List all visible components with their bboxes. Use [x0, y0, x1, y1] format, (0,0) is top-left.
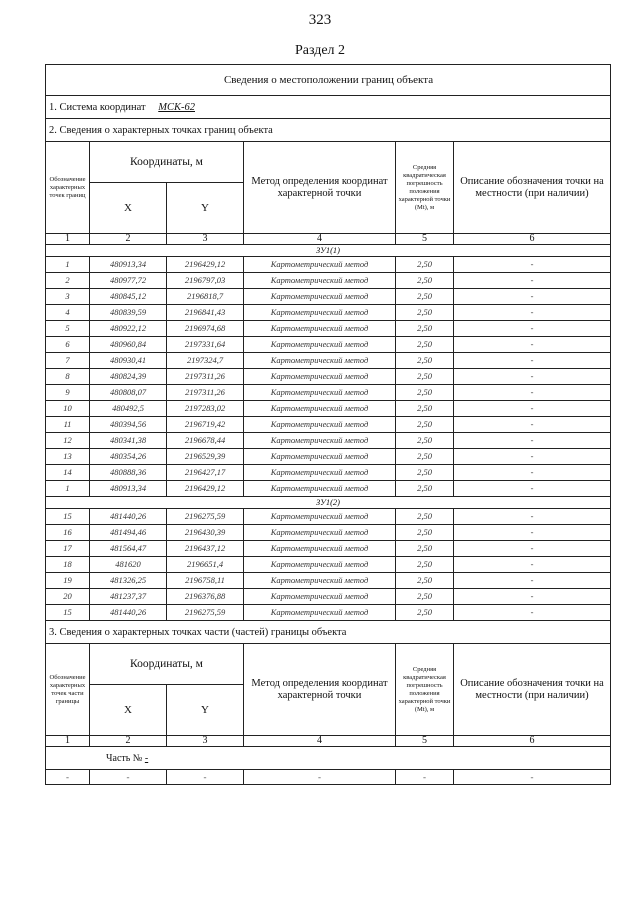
coord-x: 480913,34 [90, 481, 167, 497]
description: - [454, 289, 611, 305]
coord-x: 480930,41 [90, 353, 167, 369]
point-number: 13 [46, 449, 90, 465]
description: - [454, 257, 611, 273]
table-row [46, 257, 611, 273]
header-method: Метод определения координат характерной точки [244, 142, 396, 234]
msq: 2,50 [396, 433, 454, 449]
coord-x: 481620 [90, 557, 167, 573]
msq: 2,50 [396, 449, 454, 465]
coord-system-label: 1. Система координат [49, 101, 146, 113]
header-coords-2: Координаты, м [90, 644, 244, 685]
method: Картометрический метод [244, 465, 396, 481]
coord-x: 480354,26 [90, 449, 167, 465]
method: Картометрический метод [244, 433, 396, 449]
coord-x: 481564,47 [90, 541, 167, 557]
method: Картометрический метод [244, 449, 396, 465]
table-row [46, 465, 611, 481]
empty-cell: - [167, 770, 244, 785]
coord-x: 480394,56 [90, 417, 167, 433]
method: Картометрический метод [244, 369, 396, 385]
method: Картометрический метод [244, 321, 396, 337]
page-number: 323 [308, 12, 332, 28]
header-method-2: Метод определения координат характерной точки [244, 644, 396, 736]
coord-x: 480808,07 [90, 385, 167, 401]
zu-group-row [46, 497, 611, 509]
coord-y: 2196427,17 [167, 465, 244, 481]
header-coords: Координаты, м [90, 142, 244, 183]
table-row [46, 401, 611, 417]
point-number: 4 [46, 305, 90, 321]
point-number: 20 [46, 589, 90, 605]
point-number: 3 [46, 289, 90, 305]
coord-system-value: МСК-62 [158, 101, 195, 113]
col-num: 2 [90, 736, 167, 747]
point-number: 19 [46, 573, 90, 589]
coord-x: 480839,59 [90, 305, 167, 321]
msq: 2,50 [396, 541, 454, 557]
coord-x: 480845,12 [90, 289, 167, 305]
description: - [454, 605, 611, 621]
section-title: Раздел 2 [294, 43, 346, 58]
point-number: 10 [46, 401, 90, 417]
description: - [454, 589, 611, 605]
header-part-point-label: Обозначение характерных точек части границы [46, 644, 90, 736]
description: - [454, 369, 611, 385]
msq: 2,50 [396, 305, 454, 321]
coord-y: 2197311,26 [167, 385, 244, 401]
empty-cell: - [244, 770, 396, 785]
header-x-2: X [90, 685, 167, 736]
msq: 2,50 [396, 257, 454, 273]
table-row [46, 353, 611, 369]
empty-cell: - [454, 770, 611, 785]
header-desc: Описание обозначения точки на местности (при наличии) [454, 142, 611, 234]
coord-x: 480492,5 [90, 401, 167, 417]
description: - [454, 557, 611, 573]
point-number: 9 [46, 385, 90, 401]
coord-y: 2197311,26 [167, 369, 244, 385]
point-number: 14 [46, 465, 90, 481]
coord-x: 480960,84 [90, 337, 167, 353]
method: Картометрический метод [244, 289, 396, 305]
method: Картометрический метод [244, 385, 396, 401]
table-row [46, 589, 611, 605]
point-number: 6 [46, 337, 90, 353]
coord-x: 480922,12 [90, 321, 167, 337]
table-row [46, 289, 611, 305]
description: - [454, 449, 611, 465]
coord-y: 2196651,4 [167, 557, 244, 573]
part-label: Часть № [106, 752, 143, 764]
coord-y: 2196719,42 [167, 417, 244, 433]
coord-y: 2196818,7 [167, 289, 244, 305]
point-number: 7 [46, 353, 90, 369]
point-number: 17 [46, 541, 90, 557]
point-number: 15 [46, 509, 90, 525]
col-num: 5 [396, 736, 454, 747]
coord-y: 2196437,12 [167, 541, 244, 557]
table-row [46, 321, 611, 337]
msq: 2,50 [396, 353, 454, 369]
table-row [46, 525, 611, 541]
msq: 2,50 [396, 605, 454, 621]
msq: 2,50 [396, 417, 454, 433]
part-value: - [144, 752, 149, 764]
msq: 2,50 [396, 385, 454, 401]
point-number: 18 [46, 557, 90, 573]
coord-x: 481440,26 [90, 509, 167, 525]
header-x: X [90, 183, 167, 234]
description: - [454, 525, 611, 541]
table-row [46, 449, 611, 465]
col-num: 2 [90, 234, 167, 245]
description: - [454, 541, 611, 557]
method: Картометрический метод [244, 589, 396, 605]
msq: 2,50 [396, 465, 454, 481]
column-numbers-row [46, 234, 611, 245]
table-row [46, 509, 611, 525]
col-num: 3 [167, 234, 244, 245]
table-row [46, 605, 611, 621]
coord-x: 480977,72 [90, 273, 167, 289]
zu-group-name: ЗУ1(1) [46, 245, 611, 257]
point-number: 1 [46, 257, 90, 273]
msq: 2,50 [396, 481, 454, 497]
coord-x: 480913,34 [90, 257, 167, 273]
table-row [46, 541, 611, 557]
col-num: 6 [454, 234, 611, 245]
header-desc-2: Описание обозначения точки на местности (при наличии) [454, 644, 611, 736]
point-number: 5 [46, 321, 90, 337]
method: Картометрический метод [244, 273, 396, 289]
empty-cell: - [46, 770, 90, 785]
coord-y: 2196678,44 [167, 433, 244, 449]
table-row [46, 273, 611, 289]
header-point-label: Обозначение характерных точек границ [46, 142, 90, 234]
section2-title: 2. Сведения о характерных точках границ объекта [46, 119, 611, 142]
zu-group-name: ЗУ1(2) [46, 497, 611, 509]
coord-x: 481326,25 [90, 573, 167, 589]
col-num: 6 [454, 736, 611, 747]
coord-y: 2196529,39 [167, 449, 244, 465]
header-y: Y [167, 183, 244, 234]
method: Картометрический метод [244, 337, 396, 353]
description: - [454, 401, 611, 417]
col-num: 4 [244, 234, 396, 245]
method: Картометрический метод [244, 557, 396, 573]
description: - [454, 337, 611, 353]
point-number: 16 [46, 525, 90, 541]
table-row [46, 557, 611, 573]
table-row [46, 417, 611, 433]
coord-y: 2196376,88 [167, 589, 244, 605]
coord-x: 480341,38 [90, 433, 167, 449]
coord-y: 2196841,43 [167, 305, 244, 321]
description: - [454, 385, 611, 401]
method: Картометрический метод [244, 257, 396, 273]
msq: 2,50 [396, 369, 454, 385]
coord-y: 2196275,59 [167, 509, 244, 525]
method: Картометрический метод [244, 541, 396, 557]
coord-y: 2197283,02 [167, 401, 244, 417]
point-number: 8 [46, 369, 90, 385]
description: - [454, 509, 611, 525]
coord-y: 2196430,39 [167, 525, 244, 541]
coord-y: 2196974,68 [167, 321, 244, 337]
header-msq: Средняя квадратическая погрешность положения характерной точки (Mt), м [396, 142, 454, 234]
coord-x: 481440,26 [90, 605, 167, 621]
msq: 2,50 [396, 589, 454, 605]
coord-y: 2196275,59 [167, 605, 244, 621]
coord-x: 480824,39 [90, 369, 167, 385]
description: - [454, 321, 611, 337]
description: - [454, 573, 611, 589]
msq: 2,50 [396, 557, 454, 573]
description: - [454, 417, 611, 433]
col-num: 4 [244, 736, 396, 747]
method: Картометрический метод [244, 573, 396, 589]
col-num: 1 [46, 736, 90, 747]
coord-y: 2197331,64 [167, 337, 244, 353]
msq: 2,50 [396, 573, 454, 589]
empty-cell: - [396, 770, 454, 785]
coord-y: 2197324,7 [167, 353, 244, 369]
column-numbers-row-2 [46, 736, 611, 747]
method: Картометрический метод [244, 401, 396, 417]
coord-y: 2196758,11 [167, 573, 244, 589]
coord-y: 2196429,12 [167, 257, 244, 273]
method: Картометрический метод [244, 305, 396, 321]
msq: 2,50 [396, 401, 454, 417]
section3-title: 3. Сведения о характерных точках части (частей) границы объекта [46, 621, 611, 644]
msq: 2,50 [396, 525, 454, 541]
header-y-2: Y [167, 685, 244, 736]
boundary-table [45, 64, 611, 785]
method: Картометрический метод [244, 525, 396, 541]
point-number: 15 [46, 605, 90, 621]
header-msq-2: Средняя квадратическая погрешность положения характерной точки (Mt), м [396, 644, 454, 736]
col-num: 1 [46, 234, 90, 245]
table-row [46, 305, 611, 321]
coord-x: 480888,36 [90, 465, 167, 481]
table-row [46, 369, 611, 385]
coord-system-row [46, 96, 611, 119]
description: - [454, 273, 611, 289]
table-row [46, 385, 611, 401]
coord-y: 2196429,12 [167, 481, 244, 497]
table-row [46, 481, 611, 497]
msq: 2,50 [396, 509, 454, 525]
description: - [454, 305, 611, 321]
table-row [46, 573, 611, 589]
method: Картометрический метод [244, 353, 396, 369]
msq: 2,50 [396, 337, 454, 353]
description: - [454, 481, 611, 497]
col-num: 3 [167, 736, 244, 747]
description: - [454, 433, 611, 449]
point-number: 1 [46, 481, 90, 497]
method: Картометрический метод [244, 605, 396, 621]
description: - [454, 465, 611, 481]
msq: 2,50 [396, 321, 454, 337]
point-number: 2 [46, 273, 90, 289]
table-row [46, 337, 611, 353]
msq: 2,50 [396, 273, 454, 289]
zu-points-body [46, 245, 611, 621]
point-number: 12 [46, 433, 90, 449]
empty-part-row [46, 770, 611, 785]
coord-y: 2196797,03 [167, 273, 244, 289]
zu-group-row [46, 245, 611, 257]
table-title: Сведения о местоположении границ объекта [46, 65, 611, 96]
col-num: 5 [396, 234, 454, 245]
empty-cell: - [90, 770, 167, 785]
table-row [46, 433, 611, 449]
point-number: 11 [46, 417, 90, 433]
method: Картометрический метод [244, 509, 396, 525]
coord-x: 481494,46 [90, 525, 167, 541]
description: - [454, 353, 611, 369]
coord-x: 481237,37 [90, 589, 167, 605]
method: Картометрический метод [244, 481, 396, 497]
method: Картометрический метод [244, 417, 396, 433]
msq: 2,50 [396, 289, 454, 305]
part-row [46, 747, 611, 770]
